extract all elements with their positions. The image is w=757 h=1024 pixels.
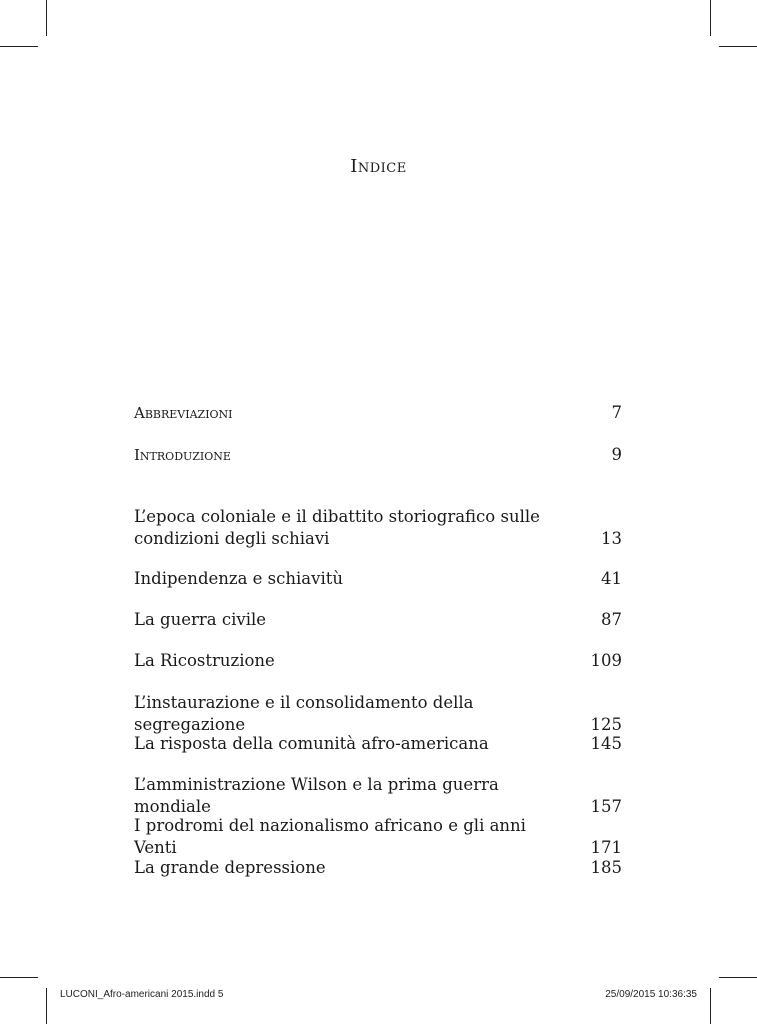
toc-entry[interactable] [134,857,622,879]
footer-timestamp: 25/09/2015 10:36:35 [605,989,697,1000]
toc-entry-label: La grande depressione [134,858,326,877]
footer-file-info: LUCONI_Afro-americani 2015.indd 5 [60,989,224,1000]
toc-entry-page: 171 [590,838,622,857]
crop-mark-top-right-vertical [710,0,711,36]
toc-entry[interactable] [134,774,622,818]
crop-mark-bottom-left-horizontal [0,977,38,978]
toc-entry[interactable] [134,692,622,736]
toc-entry-label: La risposta della comunità afro-americana [134,734,489,753]
toc-entry-page: 125 [590,715,622,734]
toc-entry-page: 87 [601,610,622,629]
crop-mark-bottom-right-horizontal [719,977,757,978]
toc-entry-label: Introduzione [134,446,231,464]
toc-entry[interactable] [134,568,622,590]
toc-entry-label: L’epoca coloniale e il dibattito storiografico sulle condizioni degli schiavi [134,507,540,548]
toc-entry[interactable] [134,733,622,755]
toc-entry-label: L’instaurazione e il consolidamento della segregazione [134,693,474,734]
toc-entry-page: 145 [590,734,622,753]
toc-entry-label: Abbreviazioni [134,404,233,422]
toc-entry[interactable] [134,815,622,859]
toc-entry-label: La Ricostruzione [134,651,275,670]
toc-entry-page: 41 [601,569,622,588]
toc-entry[interactable] [134,609,622,631]
toc-entry[interactable] [134,506,622,550]
toc-entry-label: I prodromi del nazionalismo africano e gli anni Venti [134,816,526,857]
toc-entry[interactable] [134,650,622,672]
crop-mark-top-left-vertical [46,0,47,36]
toc-entry-page: 9 [611,445,622,464]
toc-entry-label: Indipendenza e schiavitù [134,569,343,588]
crop-mark-top-left-horizontal [0,46,38,47]
toc-entry-page: 185 [590,858,622,877]
toc-entry-page: 157 [590,797,622,816]
toc-entry-page: 109 [590,651,622,670]
toc-entry-label: La guerra civile [134,610,267,629]
toc-entry-label: L’amministrazione Wilson e la prima guerra mondiale [134,775,499,816]
crop-mark-bottom-right-vertical [710,988,711,1024]
crop-mark-top-right-horizontal [719,46,757,47]
toc-entry-page: 7 [611,403,622,422]
toc-entry-page: 13 [601,529,622,548]
page-title: Indice [350,156,407,177]
crop-mark-bottom-left-vertical [46,988,47,1024]
toc-entry[interactable] [134,402,622,424]
toc-entry[interactable] [134,444,622,466]
